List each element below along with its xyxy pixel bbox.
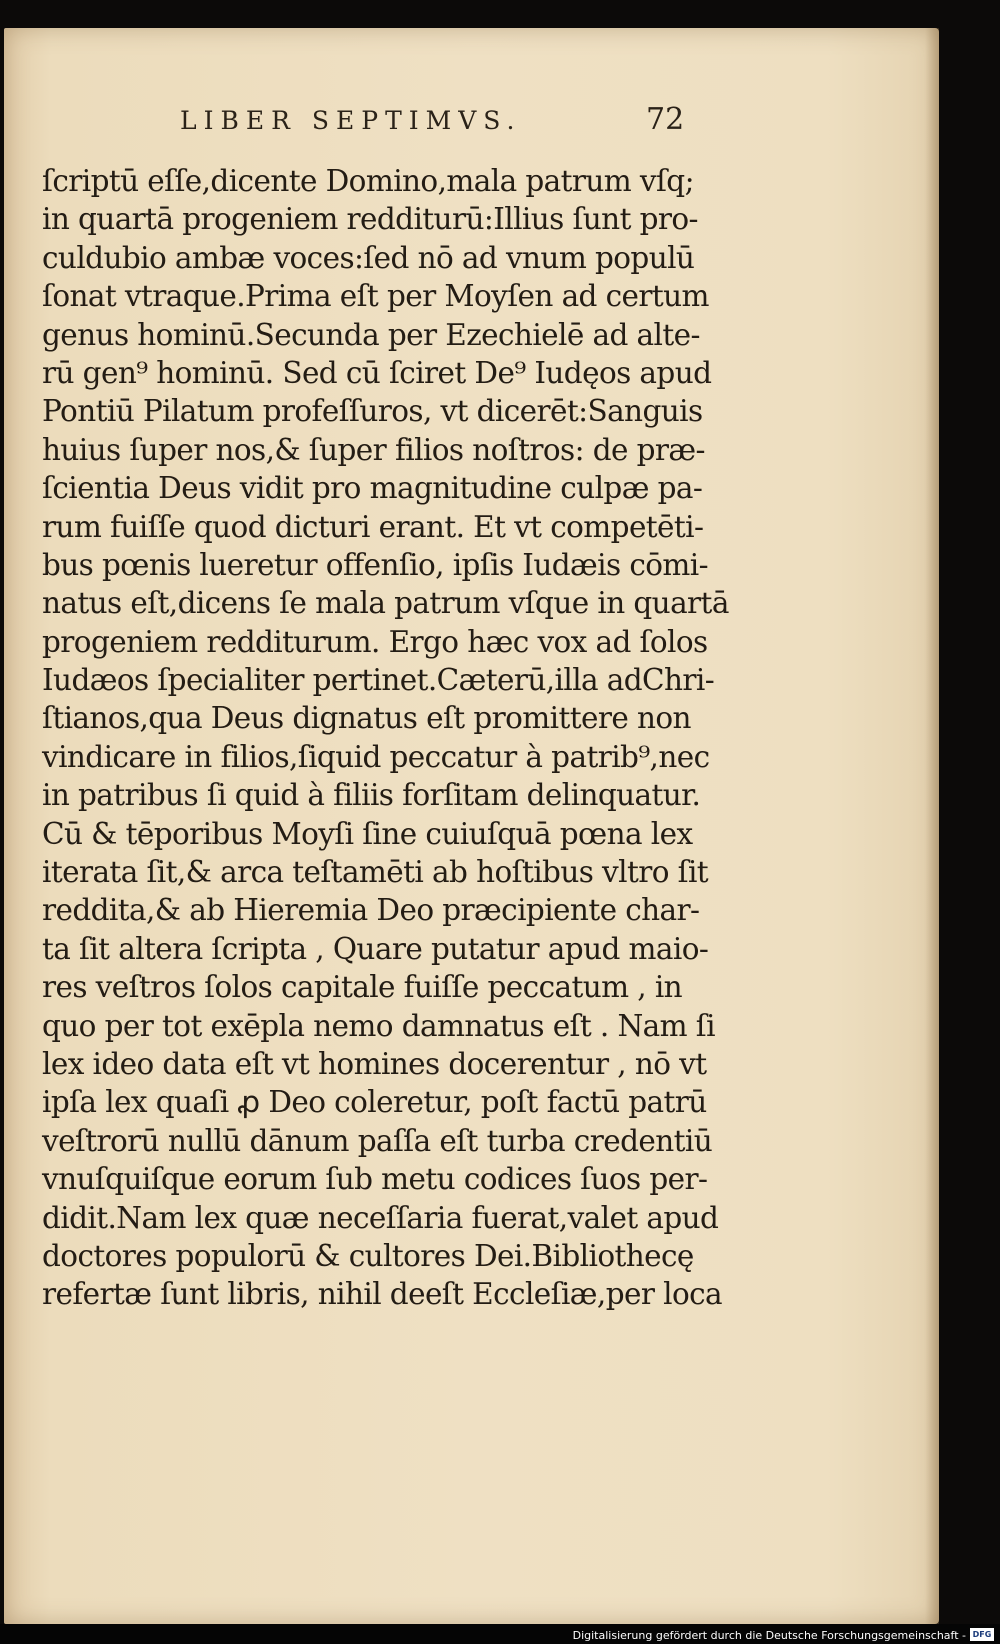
text-line: ſcriptū eſſe,dicente Domino,mala patrum vſq; xyxy=(42,164,694,198)
text-line: ipſa lex quaſi ꝓ Deo coleretur, poſt factū patrū xyxy=(42,1085,707,1120)
text-line: Cū & tēporibus Moyſi ſine cuiuſquā pœna lex xyxy=(42,816,693,851)
text-line: refertæ ſunt libris, nihil deeſt Eccleſiæ,per loca xyxy=(42,1277,723,1312)
text-line: Iudæos ſpecialiter pertinet.Cæterū,illa adChri- xyxy=(42,663,715,698)
text-line: res veſtros ſolos capitale fuiſſe peccatum , in xyxy=(42,970,683,1005)
footer-bar xyxy=(0,1624,1000,1644)
text-line: vnuſquiſque eorum ſub metu codices ſuos per- xyxy=(42,1162,708,1197)
text-line: iterata ſit,& arca teſtamēti ab hoſtibus vltro ſit xyxy=(42,855,709,890)
text-line: didit.Nam lex quæ neceſſaria fuerat,valet apud xyxy=(42,1200,719,1235)
text-line: vindicare in filios,ſiquid peccatur à patrib⁹,nec xyxy=(42,739,710,774)
text-line: doctores populorū & cultores Dei.Bibliothecę xyxy=(42,1238,694,1273)
text-line: rū gen⁹ hominū. Sed cū ſciret De⁹ Iudęos apud xyxy=(42,355,712,390)
text-line: veſtrorū nullū dānum paſſa eſt turba credentiū xyxy=(42,1123,713,1158)
text-line: rum fuiſſe quod dicturi erant. Et vt competēti- xyxy=(42,509,704,544)
text-line: bus pœnis lueretur offenſio, ipſis Iudæis cōmi- xyxy=(42,547,708,582)
text-line: Pontiū Pilatum profeſſuros, vt dicerēt:Sanguis xyxy=(42,394,703,429)
text-line: ſtianos,qua Deus dignatus eſt promittere non xyxy=(42,701,691,736)
text-line: in patribus ſi quid à filiis forſitam delinquatur. xyxy=(42,778,701,813)
text-line: progeniem redditurum. Ergo hæc vox ad ſolos xyxy=(42,624,708,659)
text-line: in quartā progeniem redditurū:Illius ſunt pro- xyxy=(42,202,698,237)
digitization-credit: Digitalisierung gefördert durch die Deutsche Forschungsgemeinschaft - xyxy=(572,1629,966,1642)
text-line: genus hominū.Secunda per Ezechielē ad alte- xyxy=(42,317,700,352)
page-edge-shadow xyxy=(925,28,939,1624)
text-line: ſcientia Deus vidit pro magnitudine culpæ pa- xyxy=(42,471,703,506)
text-line: ta ſit altera ſcripta , Quare putatur apud maio- xyxy=(42,931,709,966)
text-line: reddita,& ab Hieremia Deo præcipiente char- xyxy=(42,893,700,928)
text-line: ſonat vtraque.Prima eſt per Moyſen ad certum xyxy=(42,279,709,314)
text-line: quo per tot exēpla nemo damnatus eſt . Nam ſi xyxy=(42,1008,715,1043)
page-number: 72 xyxy=(646,102,685,137)
dfg-logo-icon: DFG xyxy=(970,1628,994,1641)
text-line: huius ſuper nos,& ſuper filios noſtros: de præ- xyxy=(42,432,705,467)
text-line: lex ideo data eſt vt homines docerentur , nō vt xyxy=(42,1046,707,1081)
running-head: LIBER SEPTIMVS. xyxy=(180,106,522,135)
book-page xyxy=(4,28,939,1624)
body-text xyxy=(42,162,729,1314)
text-line: natus eſt,dicens ſe mala patrum vſque in quartā xyxy=(42,586,729,621)
text-line: culdubio ambæ voces:ſed nō ad vnum populū xyxy=(42,240,695,275)
